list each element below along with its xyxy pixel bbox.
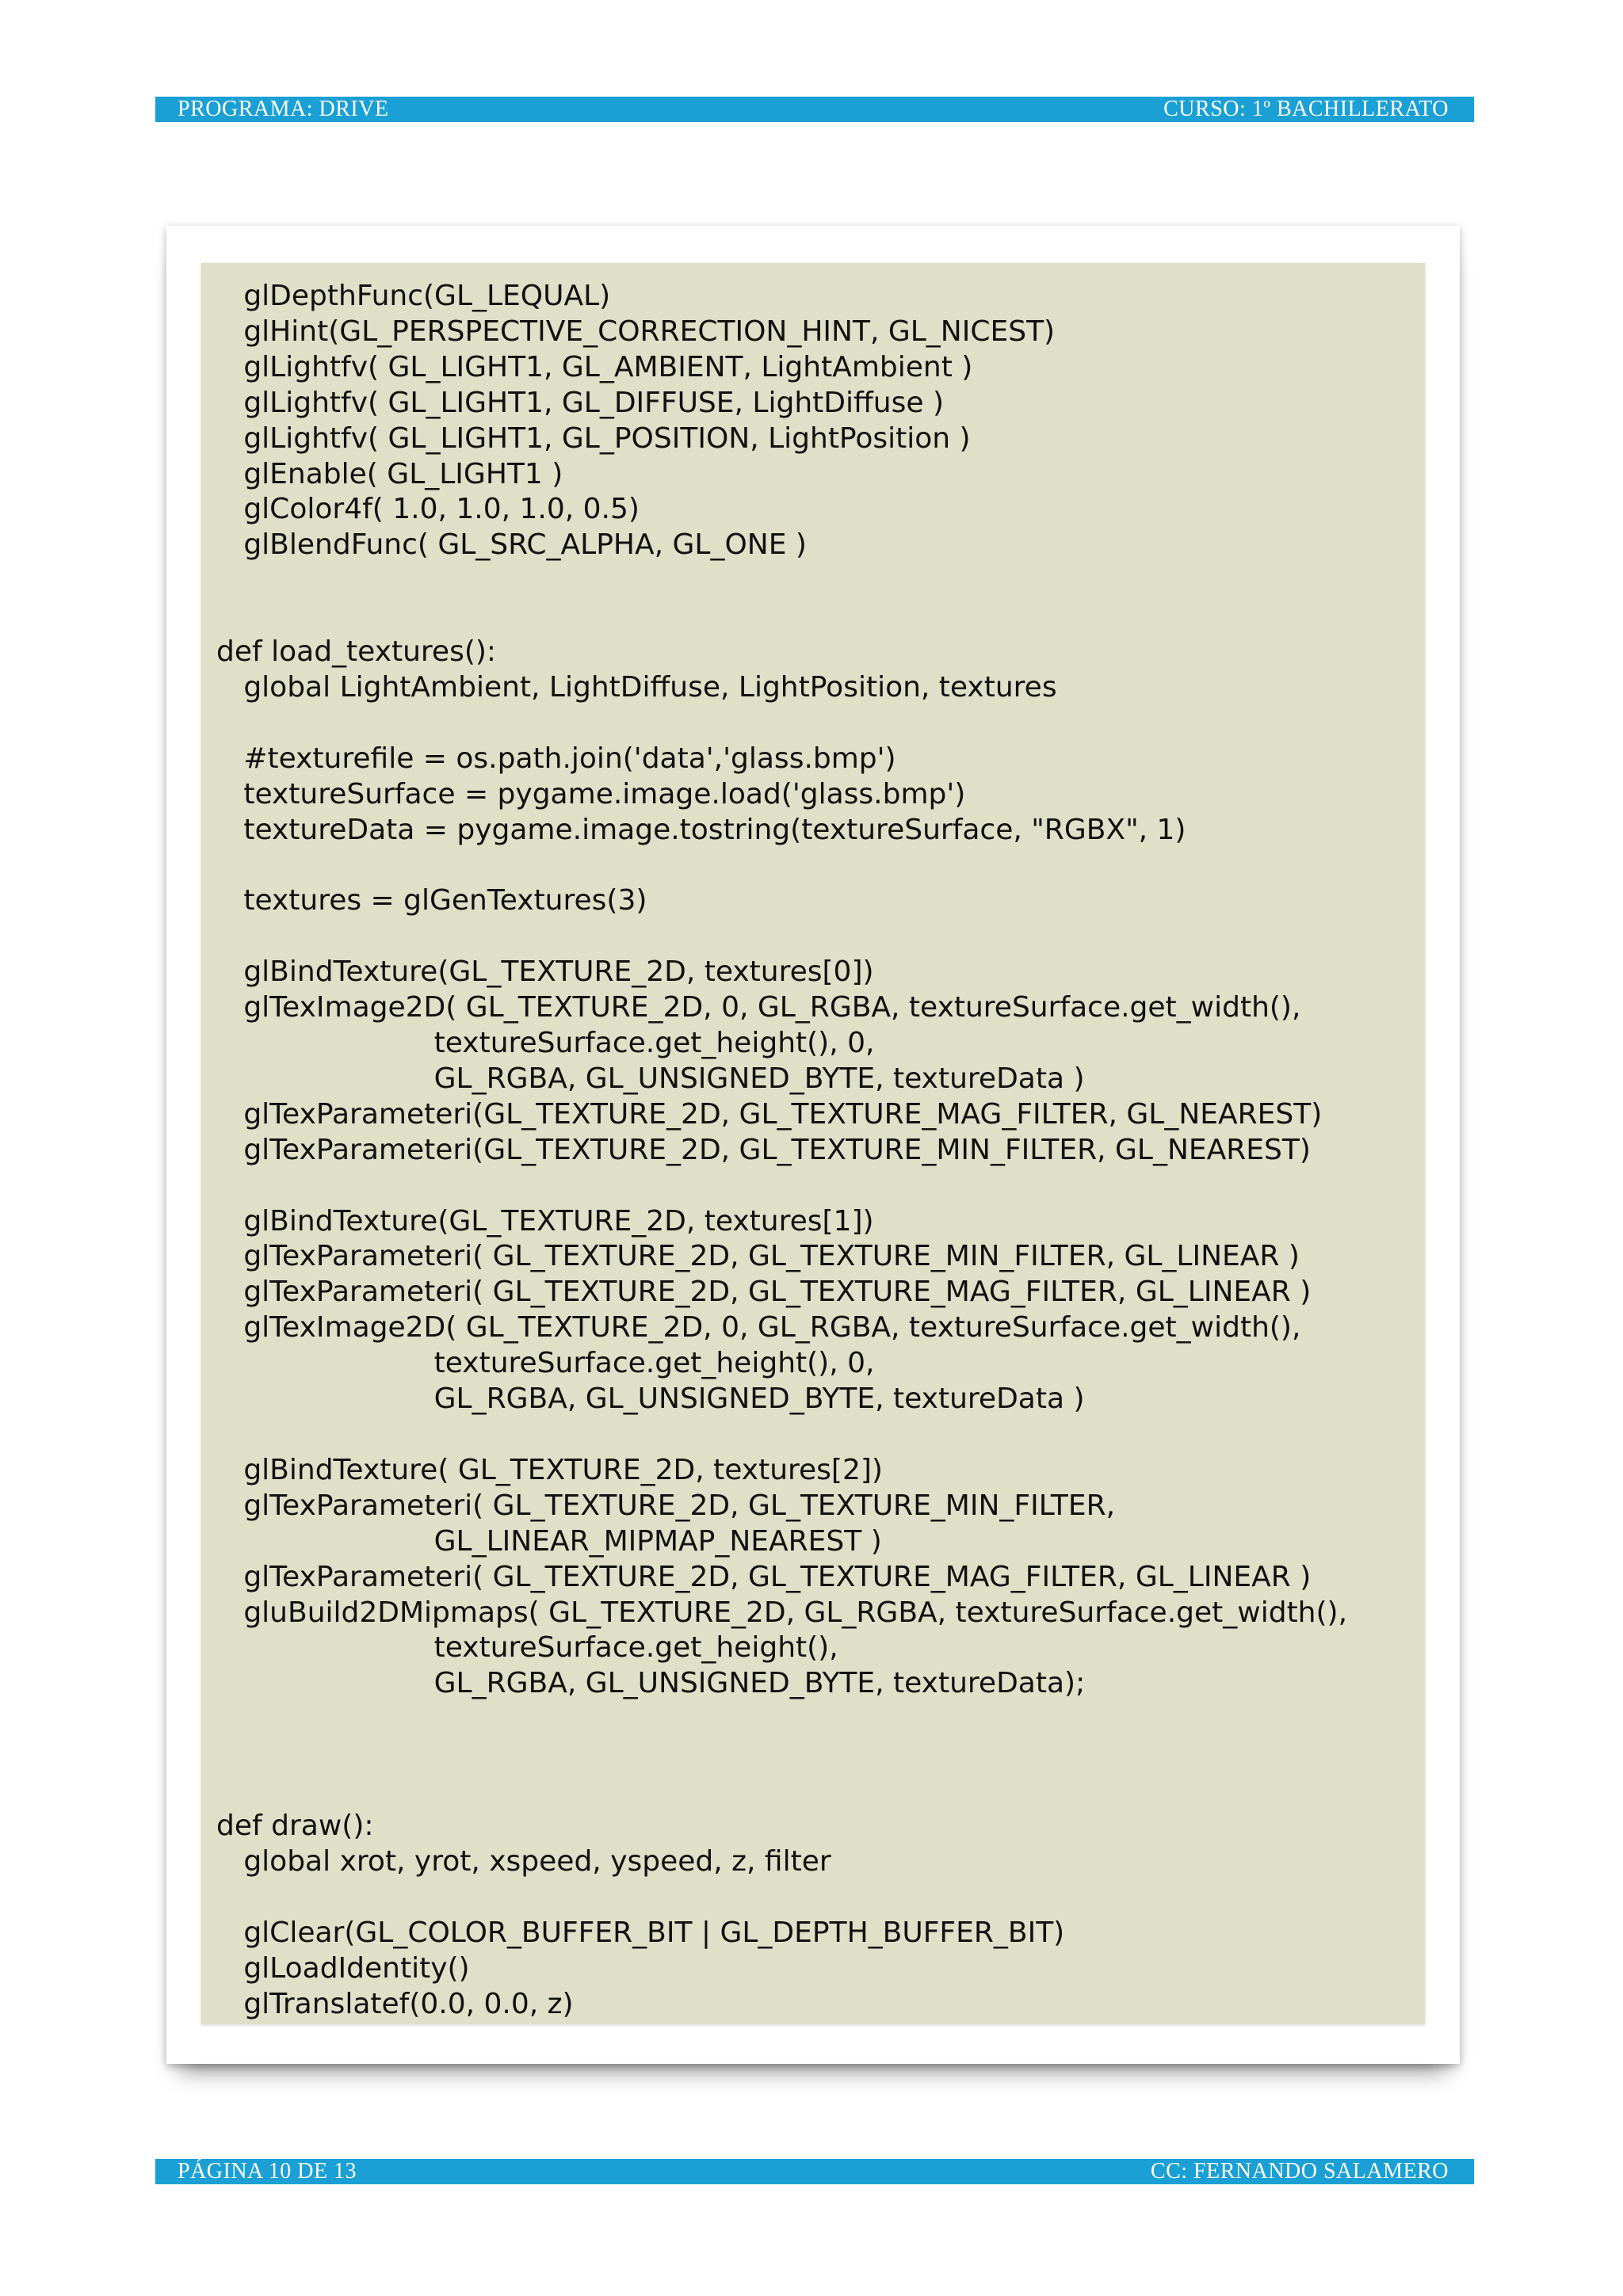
author-credit: CC: FERNANDO SALAMERO xyxy=(1150,2159,1449,2183)
code-card xyxy=(166,226,1460,2064)
program-label: PROGRAMA: DRIVE xyxy=(178,97,389,121)
header-bar xyxy=(155,97,1474,122)
course-label: CURSO: 1º BACHILLERATO xyxy=(1163,97,1449,121)
page-number: PÁGINA 10 DE 13 xyxy=(178,2159,357,2183)
code-block xyxy=(201,263,1425,2024)
footer-bar xyxy=(155,2159,1474,2184)
code-listing: glDepthFunc(GL_LEQUAL) glHint(GL_PERSPECTIVE_CORRECTION_HINT, GL_NICEST) glLightfv( GL_LIGHT1, GL_AMBIENT, LightAmbient ) glLightfv( GL_LIGHT1, GL_DIFFUSE, LightDiffuse ) glLightfv( GL_LIGHT1, GL_POSITION, LightPosition ) glEnable( GL_LIGHT1 ) glColor4f( 1.0, 1.0, 1.0, 0.5) glBlendFunc( GL_SRC_ALPHA, GL_ONE ) def load_textures(): global LightAmbient, LightDiffuse, LightPosition, textures #texturefile = os.path.join('data','glass.bmp') textureSurface = pygame.image.load('glass.bmp') textureData = pygame.image.tostring(textureSurface, "RGBX", 1) textures = glGenTextures(3) glBindTexture(GL_TEXTURE_2D, textures[0]) glTexImage2D( GL_TEXTURE_2D, 0, GL_RGBA, textureSurface.get_width(), textureSurface.get_height(), 0, GL_RGBA, GL_UNSIGNED_BYTE, textureData ) glTexParameteri(GL_TEXTURE_2D, GL_TEXTURE_MAG_FILTER, GL_NEAREST) glTexParameteri(GL_TEXTURE_2D, GL_TEXTURE_MIN_FILTER, GL_NEAREST) glBindTexture(GL_TEXTURE_2D, textures[1]) glTexParameteri( GL_TEXTURE_2D, GL_TEXTURE_MIN_FILTER, GL_LINEAR ) glTexParameteri( GL_TEXTURE_2D, GL_TEXTURE_MAG_FILTER, GL_LINEAR ) glTexImage2D( GL_TEXTURE_2D, 0, GL_RGBA, textureSurface.get_width(), textureSurface.get_height(), 0, GL_RGBA, GL_UNSIGNED_BYTE, textureData ) glBindTexture( GL_TEXTURE_2D, textures[2]) glTexParameteri( GL_TEXTURE_2D, GL_TEXTURE_MIN_FILTER, GL_LINEAR_MIPMAP_NEAREST ) glTexParameteri( GL_TEXTURE_2D, GL_TEXTURE_MAG_FILTER, GL_LINEAR ) gluBuild2DMipmaps( GL_TEXTURE_2D, GL_RGBA, textureSurface.get_width(), textureSurface.get_height(), GL_RGBA, GL_UNSIGNED_BYTE, textureData); def draw(): global xrot, yrot, xspeed, yspeed, z, filter glClear(GL_COLOR_BUFFER_BIT | GL_DEPTH_BUFFER_BIT) glLoadIdentity() glTranslatef(0.0, 0.0, z) xyxy=(216,280,1348,2020)
